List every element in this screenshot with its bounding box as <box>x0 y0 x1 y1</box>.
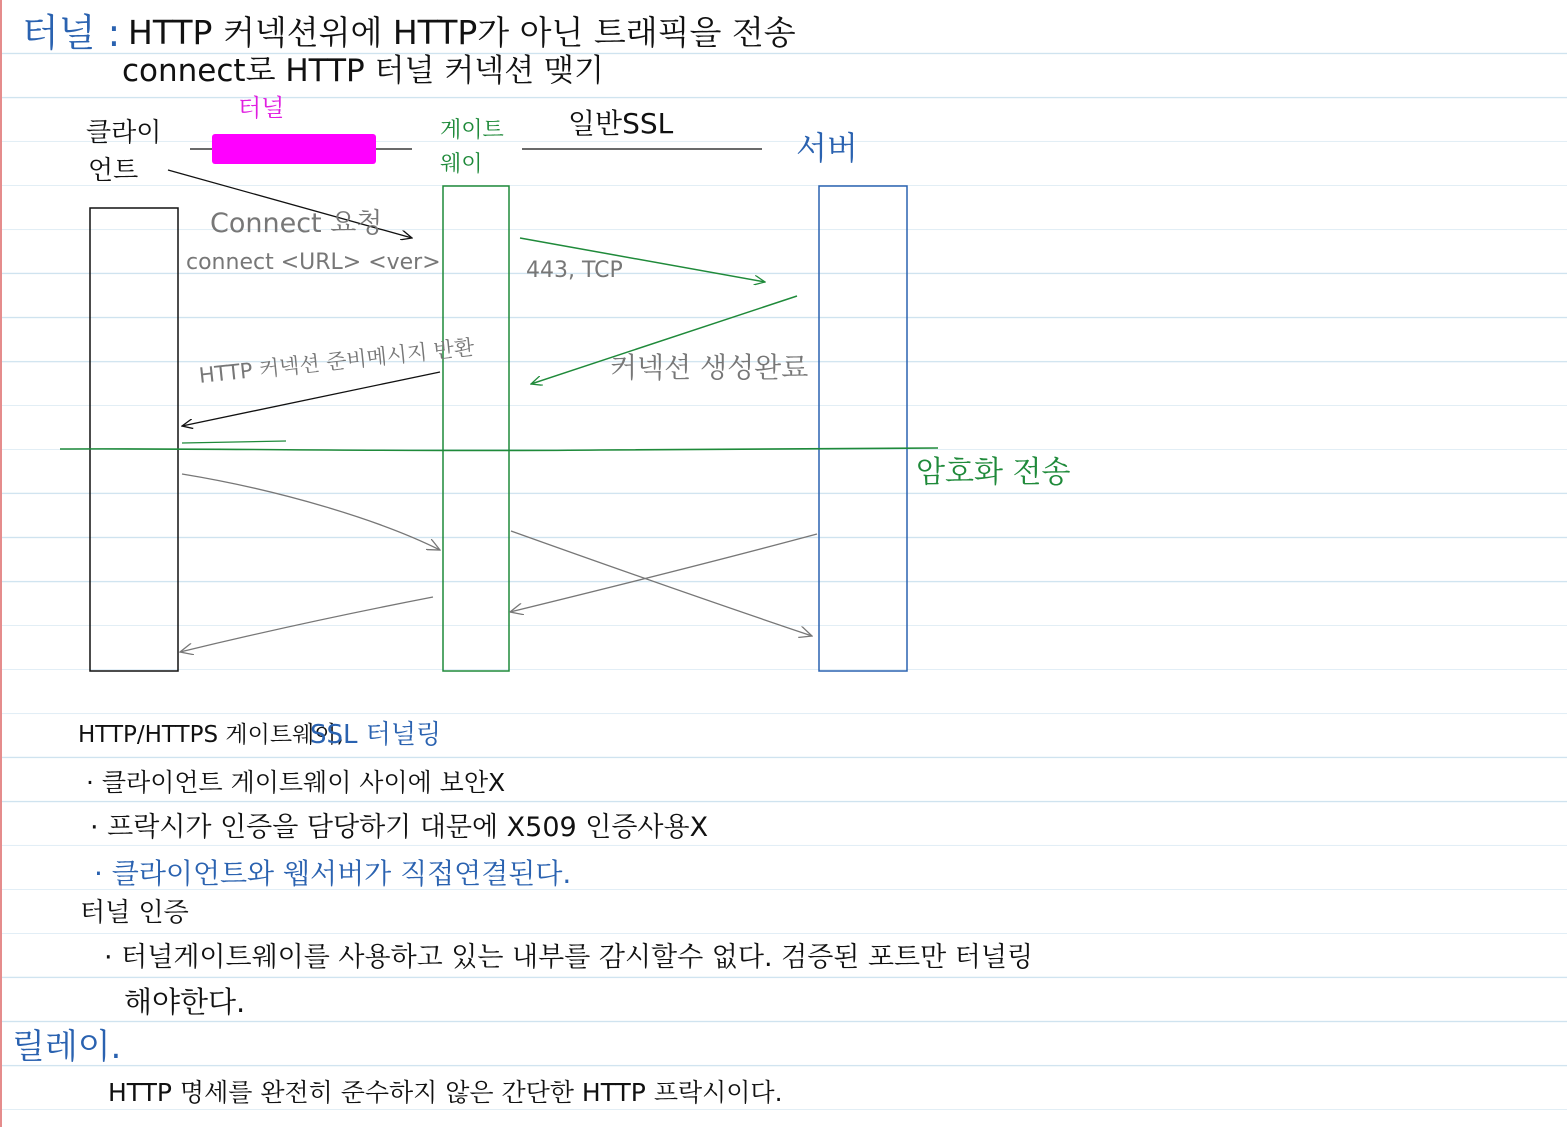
gateway-label-line2: 웨이 <box>440 152 483 177</box>
note-bullet-2: · 프락시가 인증을 담당하기 대문에 X509 인증사용X <box>90 812 709 843</box>
relay-description: HTTP 명세를 완전히 준수하지 않은 간단한 HTTP 프락시이다. <box>108 1078 783 1107</box>
relay-title: 릴레이. <box>12 1027 122 1067</box>
encrypted-flow-gateway-to-client <box>180 597 433 652</box>
gateway-label-line1: 게이트 <box>440 118 504 143</box>
ready-message-label: HTTP 커넥션 준비메시지 반환 <box>197 335 476 388</box>
tunnel-label: 터널 <box>238 94 285 122</box>
tunnel-title-line1: HTTP 커넥션위에 HTTP가 아닌 트래픽을 전송 <box>128 13 796 52</box>
server-label: 서버 <box>796 129 858 167</box>
connect-request-label: Connect 요청 <box>210 208 383 239</box>
tunnel-title-label: 터널 : <box>22 11 121 55</box>
note-bullet-1: · 클라이언트 게이트웨이 사이에 보안X <box>86 768 506 797</box>
note-bullet-3: · 클라이언트와 웹서버가 직접연결된다. <box>94 857 572 890</box>
encryption-separator-tick <box>182 441 286 443</box>
client-lifeline-box <box>90 208 178 671</box>
ssl-tunneling-label: SSL 터널링 <box>310 720 442 750</box>
encrypted-flow-server-to-gateway <box>510 534 817 612</box>
server-lifeline-box <box>819 186 907 671</box>
connection-done-label: 커넥션 생성완료 <box>610 351 809 384</box>
encrypted-send-label: 암호화 전송 <box>916 455 1071 490</box>
client-label-line2: 언트 <box>88 156 139 186</box>
note-bullet-4-line2: 해야한다. <box>124 985 246 1019</box>
connect-syntax-label: connect <URL> <ver> <box>186 250 441 275</box>
tcp-label: 443, TCP <box>526 258 623 283</box>
ssl-label: 일반SSL <box>568 107 674 140</box>
tunnel-title-line2: connect로 HTTP 터널 커넥션 맺기 <box>122 53 604 89</box>
gateway-notes-title: HTTP/HTTPS 게이트웨이, <box>78 722 344 748</box>
encryption-separator-line <box>60 448 938 451</box>
gateway-lifeline-box <box>443 186 509 671</box>
tunnel-auth-title: 터널 인증 <box>80 898 189 928</box>
encrypted-flow-client-to-gateway <box>182 474 440 550</box>
tunnel-highlight <box>212 134 376 164</box>
client-label-line1: 클라이 <box>86 118 162 148</box>
note-bullet-4-line1: · 터널게이트웨이를 사용하고 있는 내부를 감시할수 없다. 검증된 포트만 터널링 <box>104 942 1034 973</box>
